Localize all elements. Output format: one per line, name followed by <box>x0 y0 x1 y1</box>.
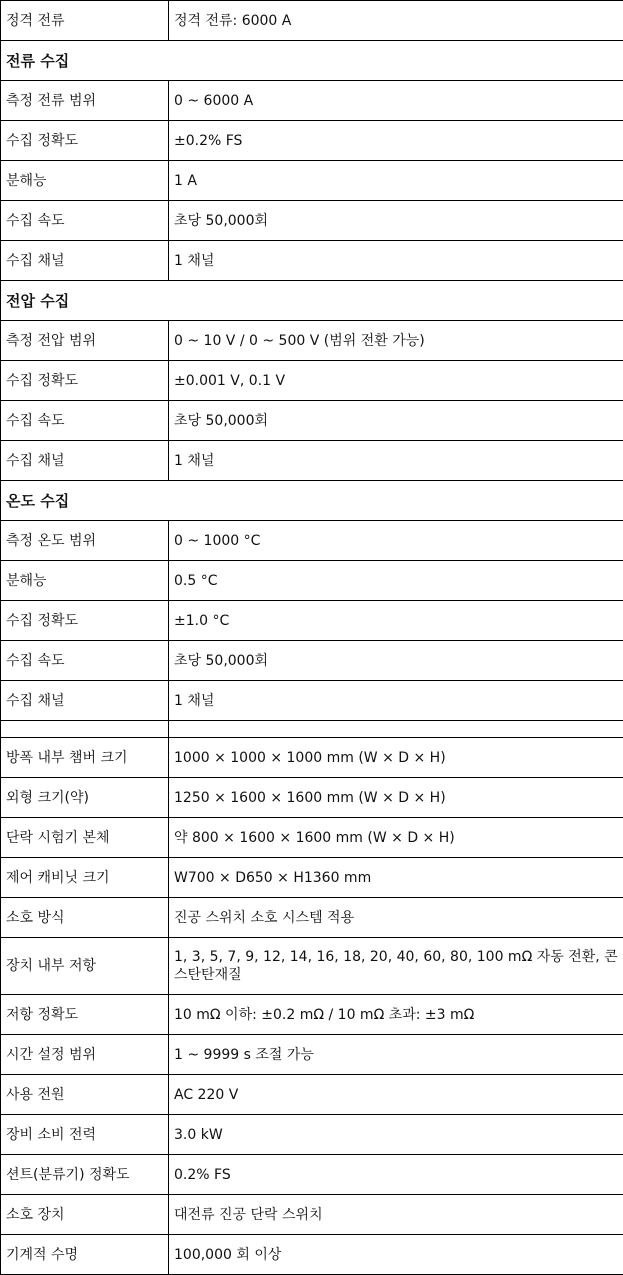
table-row <box>1 361 623 401</box>
section-header-row <box>1 281 623 321</box>
spec-value: 1 채널 <box>169 241 623 281</box>
table-row <box>1 121 623 161</box>
spec-value: 1 ~ 9999 s 조절 가능 <box>169 1035 623 1075</box>
section-header-row <box>1 41 623 81</box>
spec-label: 제어 캐비닛 크기 <box>1 858 169 898</box>
table-row <box>1 201 623 241</box>
table-row <box>1 561 623 601</box>
table-row <box>1 441 623 481</box>
spec-label: 수집 정확도 <box>1 601 169 641</box>
spec-label: 기계적 수명 <box>1 1235 169 1275</box>
spec-value: ±0.001 V, 0.1 V <box>169 361 623 401</box>
spec-value: 초당 50,000회 <box>169 641 623 681</box>
table-row <box>1 738 623 778</box>
spec-label: 외형 크기(약) <box>1 778 169 818</box>
table-row <box>1 1195 623 1235</box>
table-row <box>1 938 623 995</box>
section-title: 전류 수집 <box>1 41 623 81</box>
spec-value: 1 A <box>169 161 623 201</box>
spec-label: 션트(분류기) 정확도 <box>1 1155 169 1195</box>
spec-label: 측정 전류 범위 <box>1 81 169 121</box>
spec-value: 초당 50,000회 <box>169 201 623 241</box>
spec-value: 정격 전류: 6000 A <box>169 1 623 41</box>
table-row <box>1 161 623 201</box>
spec-value: W700 × D650 × H1360 mm <box>169 858 623 898</box>
table-row <box>1 521 623 561</box>
spec-label: 저항 정확도 <box>1 995 169 1035</box>
table-row <box>1 1235 623 1275</box>
spec-value: 0.2% FS <box>169 1155 623 1195</box>
section-title: 온도 수집 <box>1 481 623 521</box>
spec-value: ±1.0 °C <box>169 601 623 641</box>
spec-value: 약 800 × 1600 × 1600 mm (W × D × H) <box>169 818 623 858</box>
table-row <box>1 81 623 121</box>
spec-label: 소호 방식 <box>1 898 169 938</box>
spec-value: 0.5 °C <box>169 561 623 601</box>
spacer-row <box>1 721 623 738</box>
spec-label: 방폭 내부 챔버 크기 <box>1 738 169 778</box>
spec-label: 정격 전류 <box>1 1 169 41</box>
spec-label: 수집 채널 <box>1 241 169 281</box>
spec-value: 초당 50,000회 <box>169 401 623 441</box>
spec-value: 1 채널 <box>169 441 623 481</box>
spec-label: 측정 전압 범위 <box>1 321 169 361</box>
spec-label: 소호 장치 <box>1 1195 169 1235</box>
spec-label: 수집 채널 <box>1 441 169 481</box>
spec-value: 10 mΩ 이하: ±0.2 mΩ / 10 mΩ 초과: ±3 mΩ <box>169 995 623 1035</box>
spec-value: AC 220 V <box>169 1075 623 1115</box>
table-row <box>1 1155 623 1195</box>
spec-value: 1000 × 1000 × 1000 mm (W × D × H) <box>169 738 623 778</box>
spec-value: 대전류 진공 단락 스위치 <box>169 1195 623 1235</box>
spec-label: 분해능 <box>1 161 169 201</box>
table-row <box>1 1 623 41</box>
section-header-row <box>1 481 623 521</box>
table-row <box>1 601 623 641</box>
table-row <box>1 858 623 898</box>
spec-label: 수집 정확도 <box>1 121 169 161</box>
spec-label: 장비 소비 전력 <box>1 1115 169 1155</box>
spec-value: 1 채널 <box>169 681 623 721</box>
table-row <box>1 818 623 858</box>
spec-label: 단락 시험기 본체 <box>1 818 169 858</box>
spec-value: 1, 3, 5, 7, 9, 12, 14, 16, 18, 20, 40, 60, 80, 100 mΩ 자동 전환, 콘스탄탄재질 <box>169 938 623 995</box>
section-title: 전압 수집 <box>1 281 623 321</box>
spec-label: 장치 내부 저항 <box>1 938 169 995</box>
table-row <box>1 321 623 361</box>
spec-value: 1250 × 1600 × 1600 mm (W × D × H) <box>169 778 623 818</box>
spec-label: 분해능 <box>1 561 169 601</box>
table-row <box>1 995 623 1035</box>
table-row <box>1 641 623 681</box>
table-row <box>1 898 623 938</box>
spec-label: 시간 설정 범위 <box>1 1035 169 1075</box>
spacer-cell <box>169 721 623 738</box>
spacer-cell <box>1 721 169 738</box>
spec-value: 100,000 회 이상 <box>169 1235 623 1275</box>
spec-label: 수집 정확도 <box>1 361 169 401</box>
spec-label: 수집 속도 <box>1 201 169 241</box>
table-row <box>1 401 623 441</box>
spec-value: 0 ~ 1000 °C <box>169 521 623 561</box>
table-row <box>1 1115 623 1155</box>
table-row <box>1 778 623 818</box>
spec-label: 수집 속도 <box>1 641 169 681</box>
spec-label: 측정 온도 범위 <box>1 521 169 561</box>
table-row <box>1 1075 623 1115</box>
spec-label: 수집 채널 <box>1 681 169 721</box>
spec-value: 진공 스위치 소호 시스템 적용 <box>169 898 623 938</box>
spec-label: 수집 속도 <box>1 401 169 441</box>
table-row <box>1 241 623 281</box>
spec-value: 3.0 kW <box>169 1115 623 1155</box>
spec-label: 사용 전원 <box>1 1075 169 1115</box>
spec-value: 0 ~ 10 V / 0 ~ 500 V (범위 전환 가능) <box>169 321 623 361</box>
spec-value: ±0.2% FS <box>169 121 623 161</box>
spec-value: 0 ~ 6000 A <box>169 81 623 121</box>
table-row <box>1 1035 623 1075</box>
table-row <box>1 681 623 721</box>
spec-table-body <box>1 1 623 1275</box>
